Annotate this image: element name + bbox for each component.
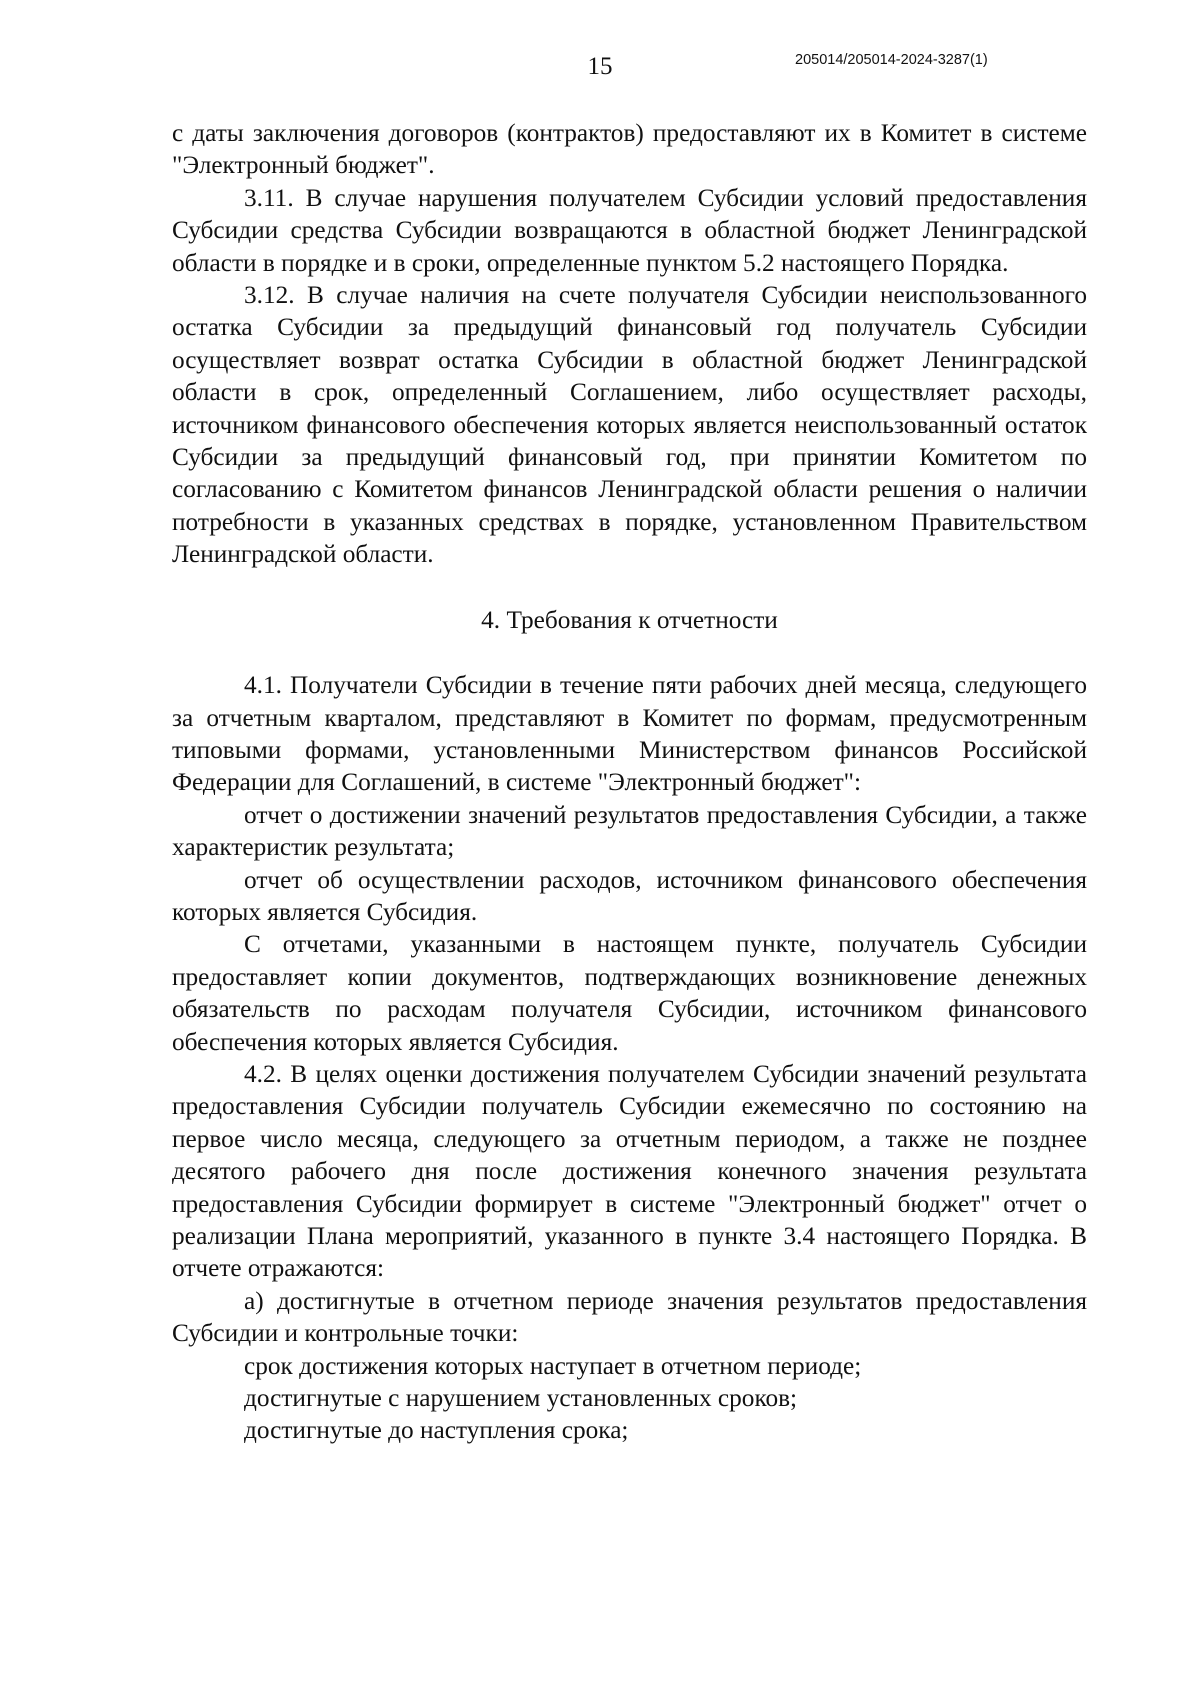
paragraph: срок достижения которых наступает в отчетном периоде; bbox=[244, 1351, 862, 1380]
paragraph: достигнутые с нарушением установленных сроков; bbox=[244, 1384, 798, 1413]
paragraph: 3.11. В случае нарушения получателем Субсидии условий предоставления Субсидии средства Субсидии возвращаются в областной бюджет Ленинградской области в порядке и в сроки, определенные пунктом 5.2 настоящего Порядка. bbox=[172, 183, 1087, 277]
paragraph: 3.12. В случае наличия на счете получателя Субсидии неиспользованного остатка Субсидии за предыдущий финансовый год получатель Субсидии осуществляет возврат остатка Субсидии в областной бюджет Ленинградской области в срок, определенный Соглашением, либо осуществляет расходы, источником финансового обеспечения которых является неиспользованный остаток Субсидии за предыдущий финансовый год, при принятии Комитетом по согласованию с Комитетом финансов Ленинградской области решения о наличии потребности в указанных средствах в порядке, установленном Правительством Ленинградской области. bbox=[172, 281, 1087, 569]
paragraph: С отчетами, указанными в настоящем пункте, получатель Субсидии предоставляет копии документов, подтверждающих возникновение денежных обязательств по расходам получателя Субсидии, источником финансового обеспечения которых является Субсидия. bbox=[172, 930, 1087, 1056]
document-id: 205014/205014-2024-3287(1) bbox=[795, 52, 988, 68]
section-title: 4. Требования к отчетности bbox=[481, 605, 778, 634]
paragraph: достигнутые до наступления срока; bbox=[244, 1416, 629, 1445]
paragraph: 4.1. Получатели Субсидии в течение пяти рабочих дней месяца, следующего за отчетным кварталом, представляют в Комитет по формам, предусмотренным типовыми формами, установленными Министерством финансов Российской Федерации для Соглашений, в системе "Электронный бюджет": bbox=[172, 671, 1087, 797]
document-body bbox=[172, 117, 1087, 1447]
paragraph: а) достигнутые в отчетном периоде значения результатов предоставления Субсидии и контрольные точки: bbox=[172, 1286, 1087, 1348]
paragraph: отчет об осуществлении расходов, источником финансового обеспечения которых является Субсидия. bbox=[172, 865, 1087, 926]
paragraph: 4.2. В целях оценки достижения получателем Субсидии значений результата предоставления Субсидии получатель Субсидии ежемесячно по состоянию на первое число месяца, следующего за отчетным периодом, а также не позднее десятого рабочего дня после достижения конечного значения результата предоставления Субсидии формирует в системе "Электронный бюджет" отчет о реализации Плана мероприятий, указанного в пункте 3.4 настоящего Порядка. В отчете отражаются: bbox=[172, 1059, 1087, 1283]
paragraph: с даты заключения договоров (контрактов) предоставляют их в Комитет в системе "Электронный бюджет". bbox=[172, 119, 1087, 180]
paragraph: отчет о достижении значений результатов предоставления Субсидии, а также характеристик результата; bbox=[172, 800, 1087, 862]
page-number: 15 bbox=[587, 53, 613, 80]
